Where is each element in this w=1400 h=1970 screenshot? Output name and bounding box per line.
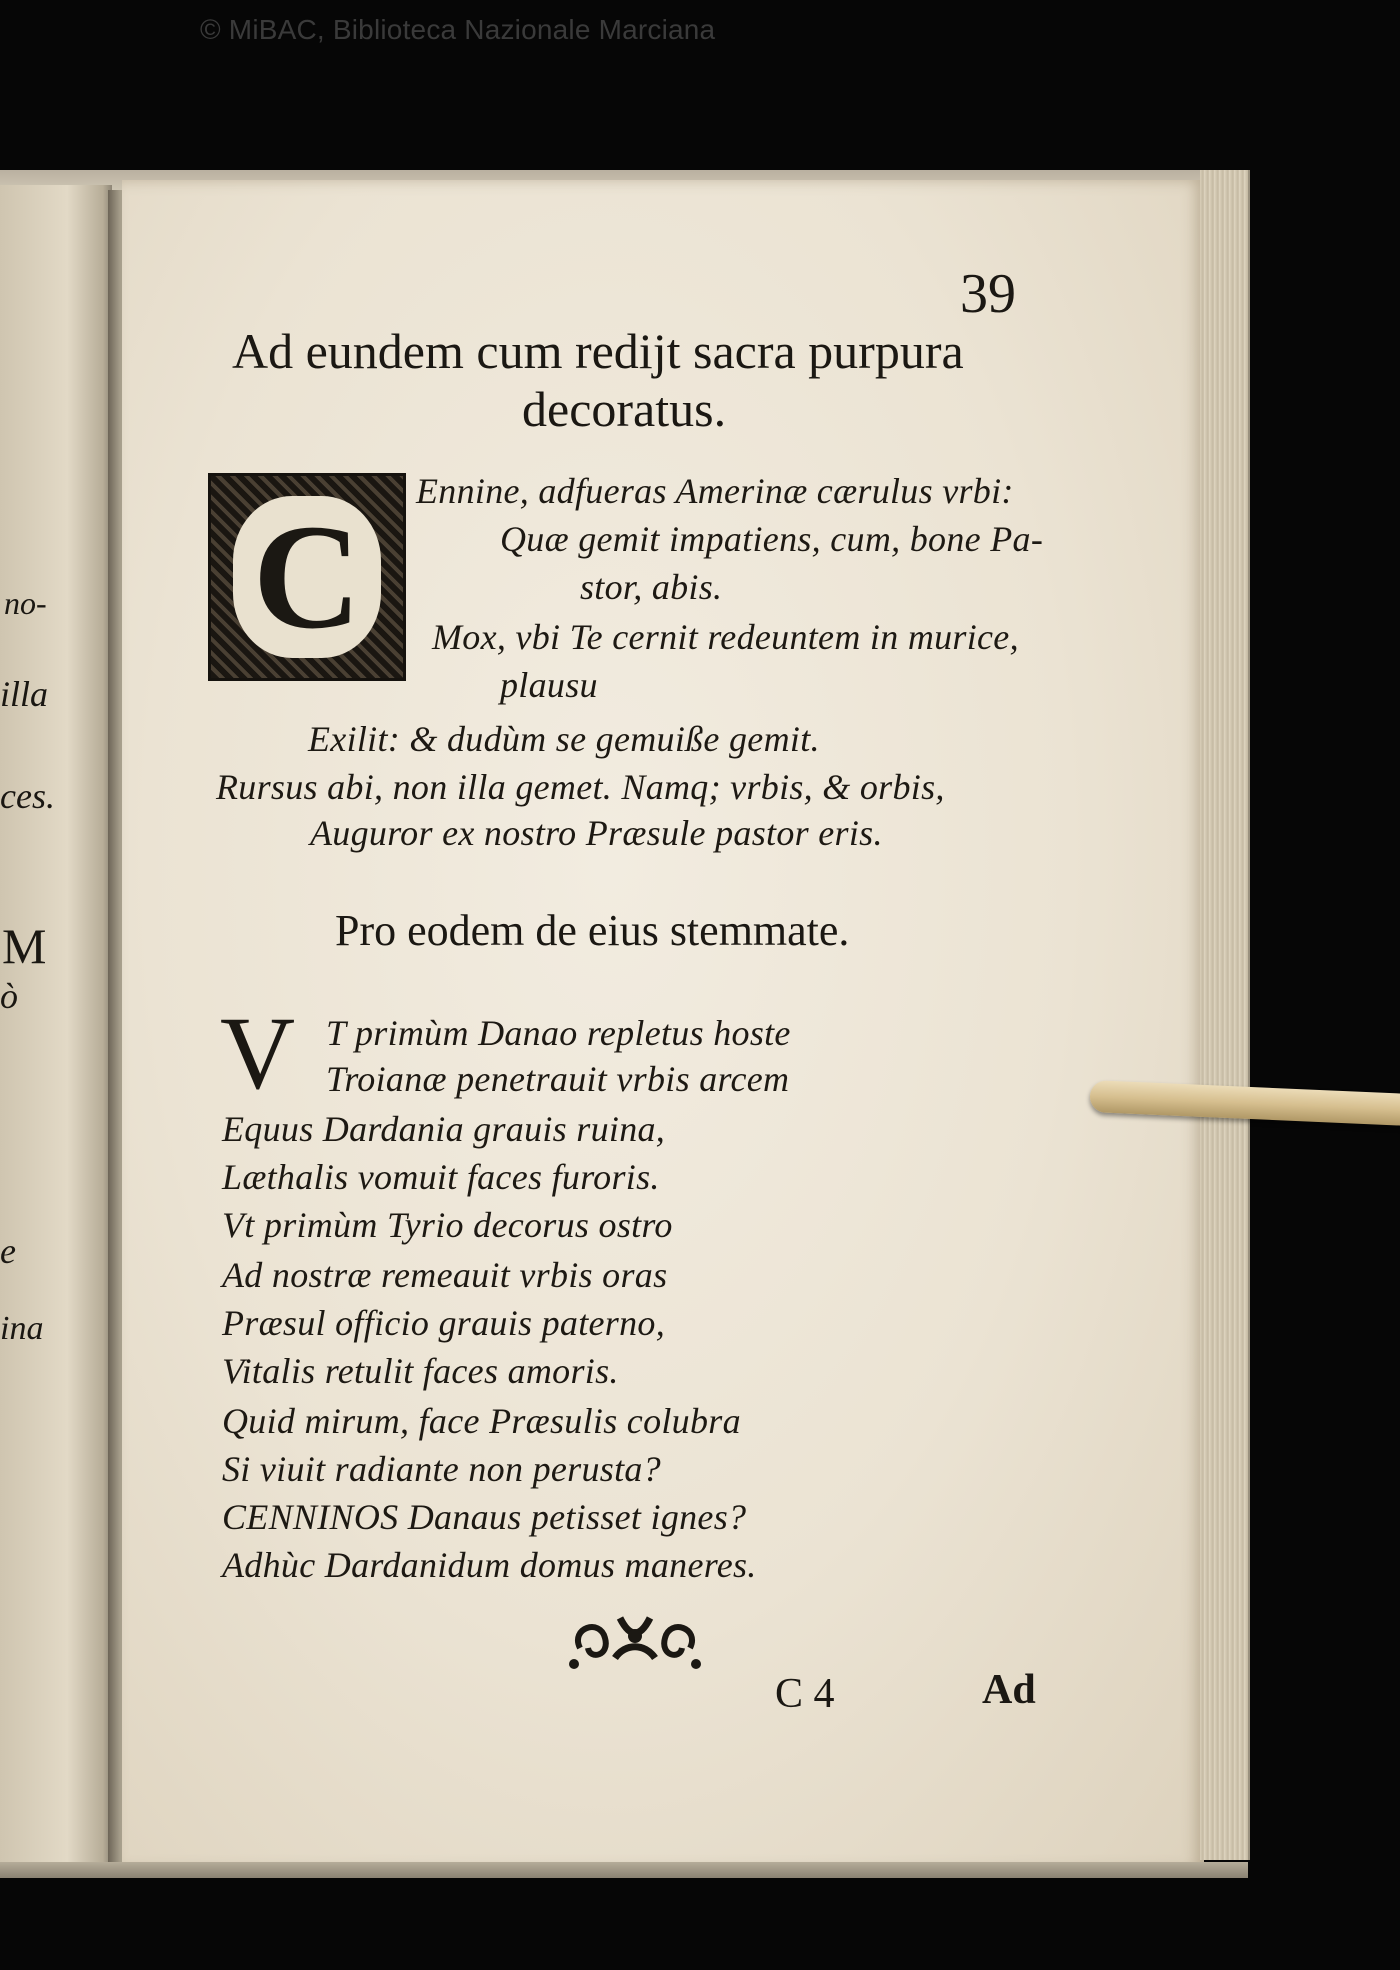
left-fragment: no- [4,585,47,621]
verse-line: Adhùc Dardanidum domus maneres. [222,1545,757,1585]
initial-letter: C [252,494,362,660]
page-number: 39 [960,263,1016,325]
verse-line: Quæ gemit impatiens, cum, bone Pa- [500,519,1044,559]
catchword: Ad [982,1667,1036,1713]
verse-line: Ennine, adfueras Amerinæ cærulus vrbi: [416,471,1014,511]
fleuron-ornament [560,1598,710,1678]
verse-line: Mox, vbi Te cernit redeuntem in murice, [432,617,1019,657]
initial-field [233,496,381,658]
book-bottom-edge [0,1862,1248,1878]
verse-line: stor, abis. [580,567,723,607]
initial-letter-v: V [220,996,296,1111]
left-page [0,185,112,1875]
left-fragment: illa [0,674,49,714]
verse-line: Rursus abi, non illa gemet. Namq; vrbis, & orbis, [216,767,945,807]
copyright-watermark: © MiBAC, Biblioteca Nazionale Marciana [200,14,716,45]
decorated-initial [208,473,406,681]
verse-line: Si viuit radiante non perusta? [222,1449,661,1489]
left-fragment: ò [0,976,18,1016]
verse-line: Quid mirum, face Præsulis colubra [222,1401,741,1441]
verse-line: Vt primùm Tyrio decorus ostro [222,1205,673,1245]
verse-line: Læthalis vomuit faces furoris. [222,1157,660,1197]
verse-line: Exilit: & dudùm se gemuiße gemit. [308,719,820,759]
verse-line: Ad nostræ remeauit vrbis oras [222,1255,668,1295]
page-stack-edge [1200,170,1250,1860]
title-line-2: decoratus. [522,381,727,437]
verse-line: Equus Dardania grauis ruina, [222,1109,666,1149]
verse-line: Vitalis retulit faces amoris. [222,1351,619,1391]
section-title: Pro eodem de eius stemmate. [335,906,850,955]
verse-line: CENNINOS Danaus petisset ignes? [222,1497,747,1537]
left-fragment: M [2,918,47,974]
left-fragment: ina [0,1310,44,1347]
left-fragment: e [0,1231,16,1271]
signature-mark: C 4 [775,1671,835,1717]
verse-line: T primùm Danao repletus hoste [326,1013,791,1053]
verse-line: Auguror ex nostro Præsule pastor eris. [310,813,883,853]
verse-line: plausu [500,665,598,705]
verse-line: Præsul officio grauis paterno, [222,1303,666,1343]
left-fragment: ces. [0,776,55,816]
verse-line: Troianæ penetrauit vrbis arcem [326,1059,790,1099]
title-line-1: Ad eundem cum redijt sacra purpura [232,323,964,379]
